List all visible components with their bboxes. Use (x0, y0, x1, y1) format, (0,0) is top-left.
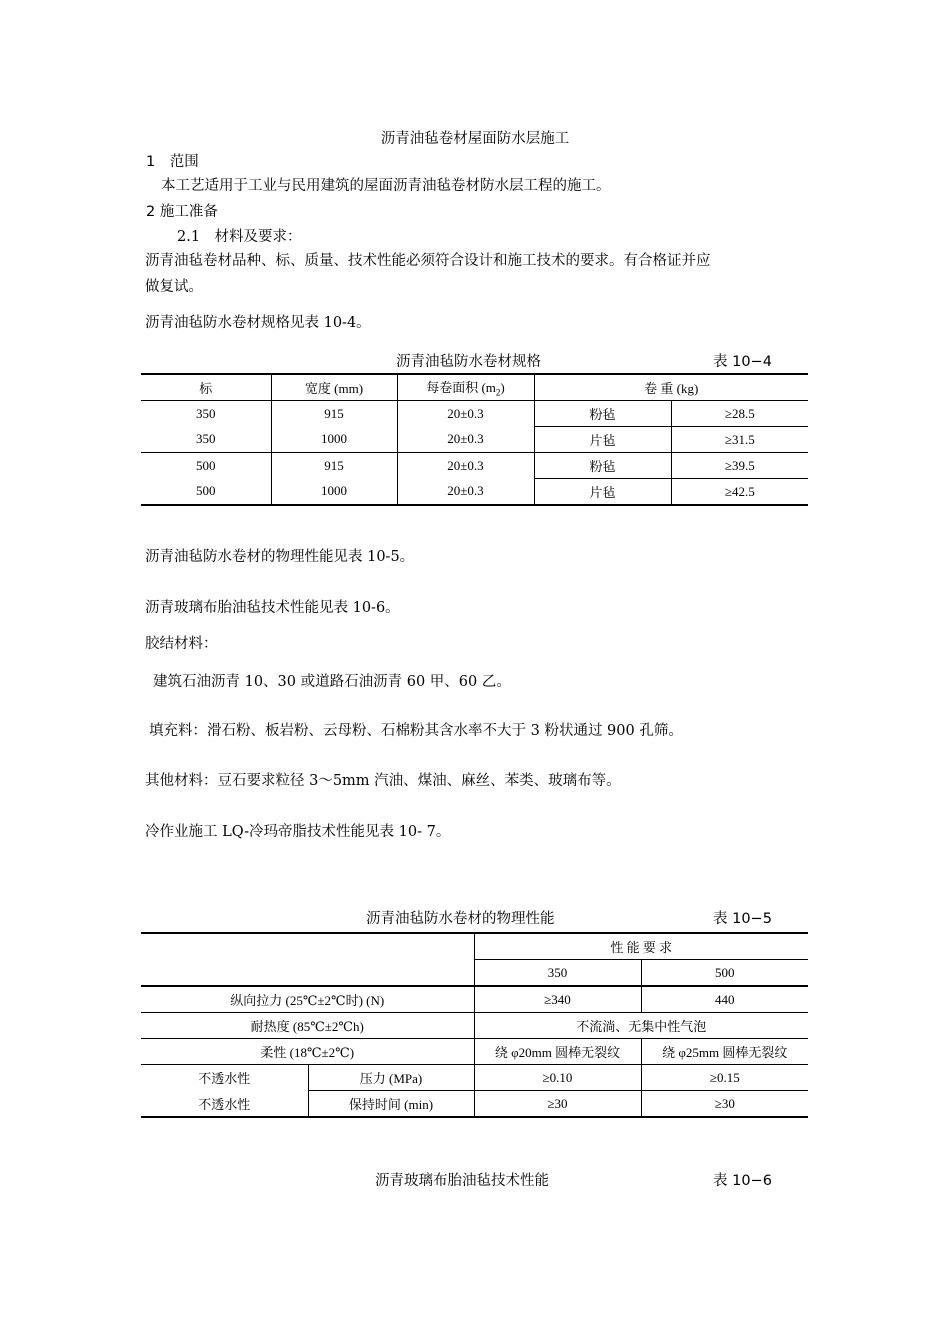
table-cell: 绕 φ20mm 圆棒无裂纹 (474, 1039, 641, 1065)
table-10-5-number: 表 10−5 (713, 911, 772, 927)
section-1-text: 本工艺适用于工业与民用建筑的屋面沥青油毡卷材防水层工程的施工。 (161, 178, 611, 194)
table-cell: 绕 φ25mm 圆棒无裂纹 (641, 1039, 808, 1065)
table-cell: ≥0.15 (641, 1065, 808, 1091)
table-row-label: 耐热度 (85℃±2℃h) (141, 1013, 474, 1039)
table-cell: 20±0.3 (397, 427, 534, 453)
table-cell: ≥30 (474, 1091, 641, 1118)
table-10-4-number: 表 10−4 (713, 354, 772, 370)
table-row-label: 不透水性 (141, 1065, 308, 1091)
table-row-sublabel: 压力 (MPa) (308, 1065, 474, 1091)
paragraph-other-materials: 其他材料：豆石要求粒径 3～5mm 汽油、煤油、麻丝、苯类、玻璃布等。 (145, 773, 621, 789)
table-10-4 (141, 373, 808, 506)
table-header-cell: 标 (141, 374, 271, 401)
paragraph-filler: 填充料：滑石粉、板岩粉、云母粉、石棉粉其含水率不大于 3 粉状通过 900 孔筛。 (149, 723, 683, 739)
table-10-6-number: 表 10−6 (713, 1173, 772, 1189)
table-cell: 915 (271, 401, 397, 427)
table-cell: 1000 (271, 427, 397, 453)
table-10-6-caption: 沥青玻璃布胎油毡技术性能 (375, 1173, 549, 1189)
table-cell: 片毡 (534, 479, 671, 506)
table-header-cell: 性 能 要 求 (474, 933, 808, 960)
table-header-cell: 每卷面积 $(m_2)$ (397, 374, 534, 401)
table-cell: ≥340 (474, 986, 641, 1013)
table-cell: ≥31.5 (671, 427, 808, 453)
paragraph-materials-line2: 做复试。 (145, 279, 203, 295)
paragraph-binder-heading: 胶结材料： (145, 636, 218, 652)
paragraph-materials-line1: 沥青油毡卷材品种、标、质量、技术性能必须符合设计和施工技术的要求。有合格证并应 (145, 253, 711, 269)
table-row-sublabel: 保持时间 (min) (308, 1091, 474, 1118)
table-cell: 500 (141, 453, 271, 479)
document-title: 沥青油毡卷材屋面防水层施工 (380, 131, 570, 147)
table-cell: 20±0.3 (397, 401, 534, 427)
paragraph-table5-ref: 沥青油毡防水卷材的物理性能见表 10-5。 (145, 549, 415, 565)
table-cell: ≥0.10 (474, 1065, 641, 1091)
paragraph-table7-ref: 冷作业施工 LQ-冷玛帝脂技术性能见表 10- 7。 (145, 824, 451, 840)
table-cell: 915 (271, 453, 397, 479)
table-cell: 350 (141, 401, 271, 427)
table-cell: 20±0.3 (397, 479, 534, 506)
table-row-label: 纵向拉力 (25℃±2℃时) (N) (141, 986, 474, 1013)
table-cell: ≥42.5 (671, 479, 808, 506)
table-cell: ≥28.5 (671, 401, 808, 427)
table-corner-cell (141, 933, 474, 986)
table-cell: 粉毡 (534, 453, 671, 479)
table-cell: 440 (641, 986, 808, 1013)
table-cell: ≥39.5 (671, 453, 808, 479)
paragraph-table4-ref: 沥青油毡防水卷材规格见表 10-4。 (145, 315, 371, 331)
table-cell: 350 (141, 427, 271, 453)
table-header-cell: 500 (641, 960, 808, 987)
paragraph-table6-ref: 沥青玻璃布胎油毡技术性能见表 10-6。 (145, 600, 400, 616)
table-header-cell: 卷 重 (kg) (534, 374, 808, 401)
table-header-cell: 350 (474, 960, 641, 987)
table-row-label: 不透水性 (141, 1091, 308, 1118)
table-cell: ≥30 (641, 1091, 808, 1118)
table-cell: 1000 (271, 479, 397, 506)
section-2-heading: 2 施工准备 (146, 204, 218, 220)
section-2-1-heading: 2.1 材料及要求： (177, 229, 302, 245)
table-cell: 20±0.3 (397, 453, 534, 479)
table-cell: 不流淌、无集中性气泡 (474, 1013, 808, 1039)
table-cell: 500 (141, 479, 271, 506)
section-1-heading: 1 范围 (146, 154, 199, 170)
table-10-4-caption: 沥青油毡防水卷材规格 (396, 354, 541, 370)
table-header-cell: 宽度 (mm) (271, 374, 397, 401)
table-cell: 片毡 (534, 427, 671, 453)
table-cell: 粉毡 (534, 401, 671, 427)
table-10-5 (141, 932, 808, 1118)
table-row-label: 柔性 (18℃±2℃) (141, 1039, 474, 1065)
table-10-5-caption: 沥青油毡防水卷材的物理性能 (366, 911, 555, 927)
paragraph-binder-text: 建筑石油沥青 10、30 或道路石油沥青 60 甲、60 乙。 (153, 674, 511, 690)
